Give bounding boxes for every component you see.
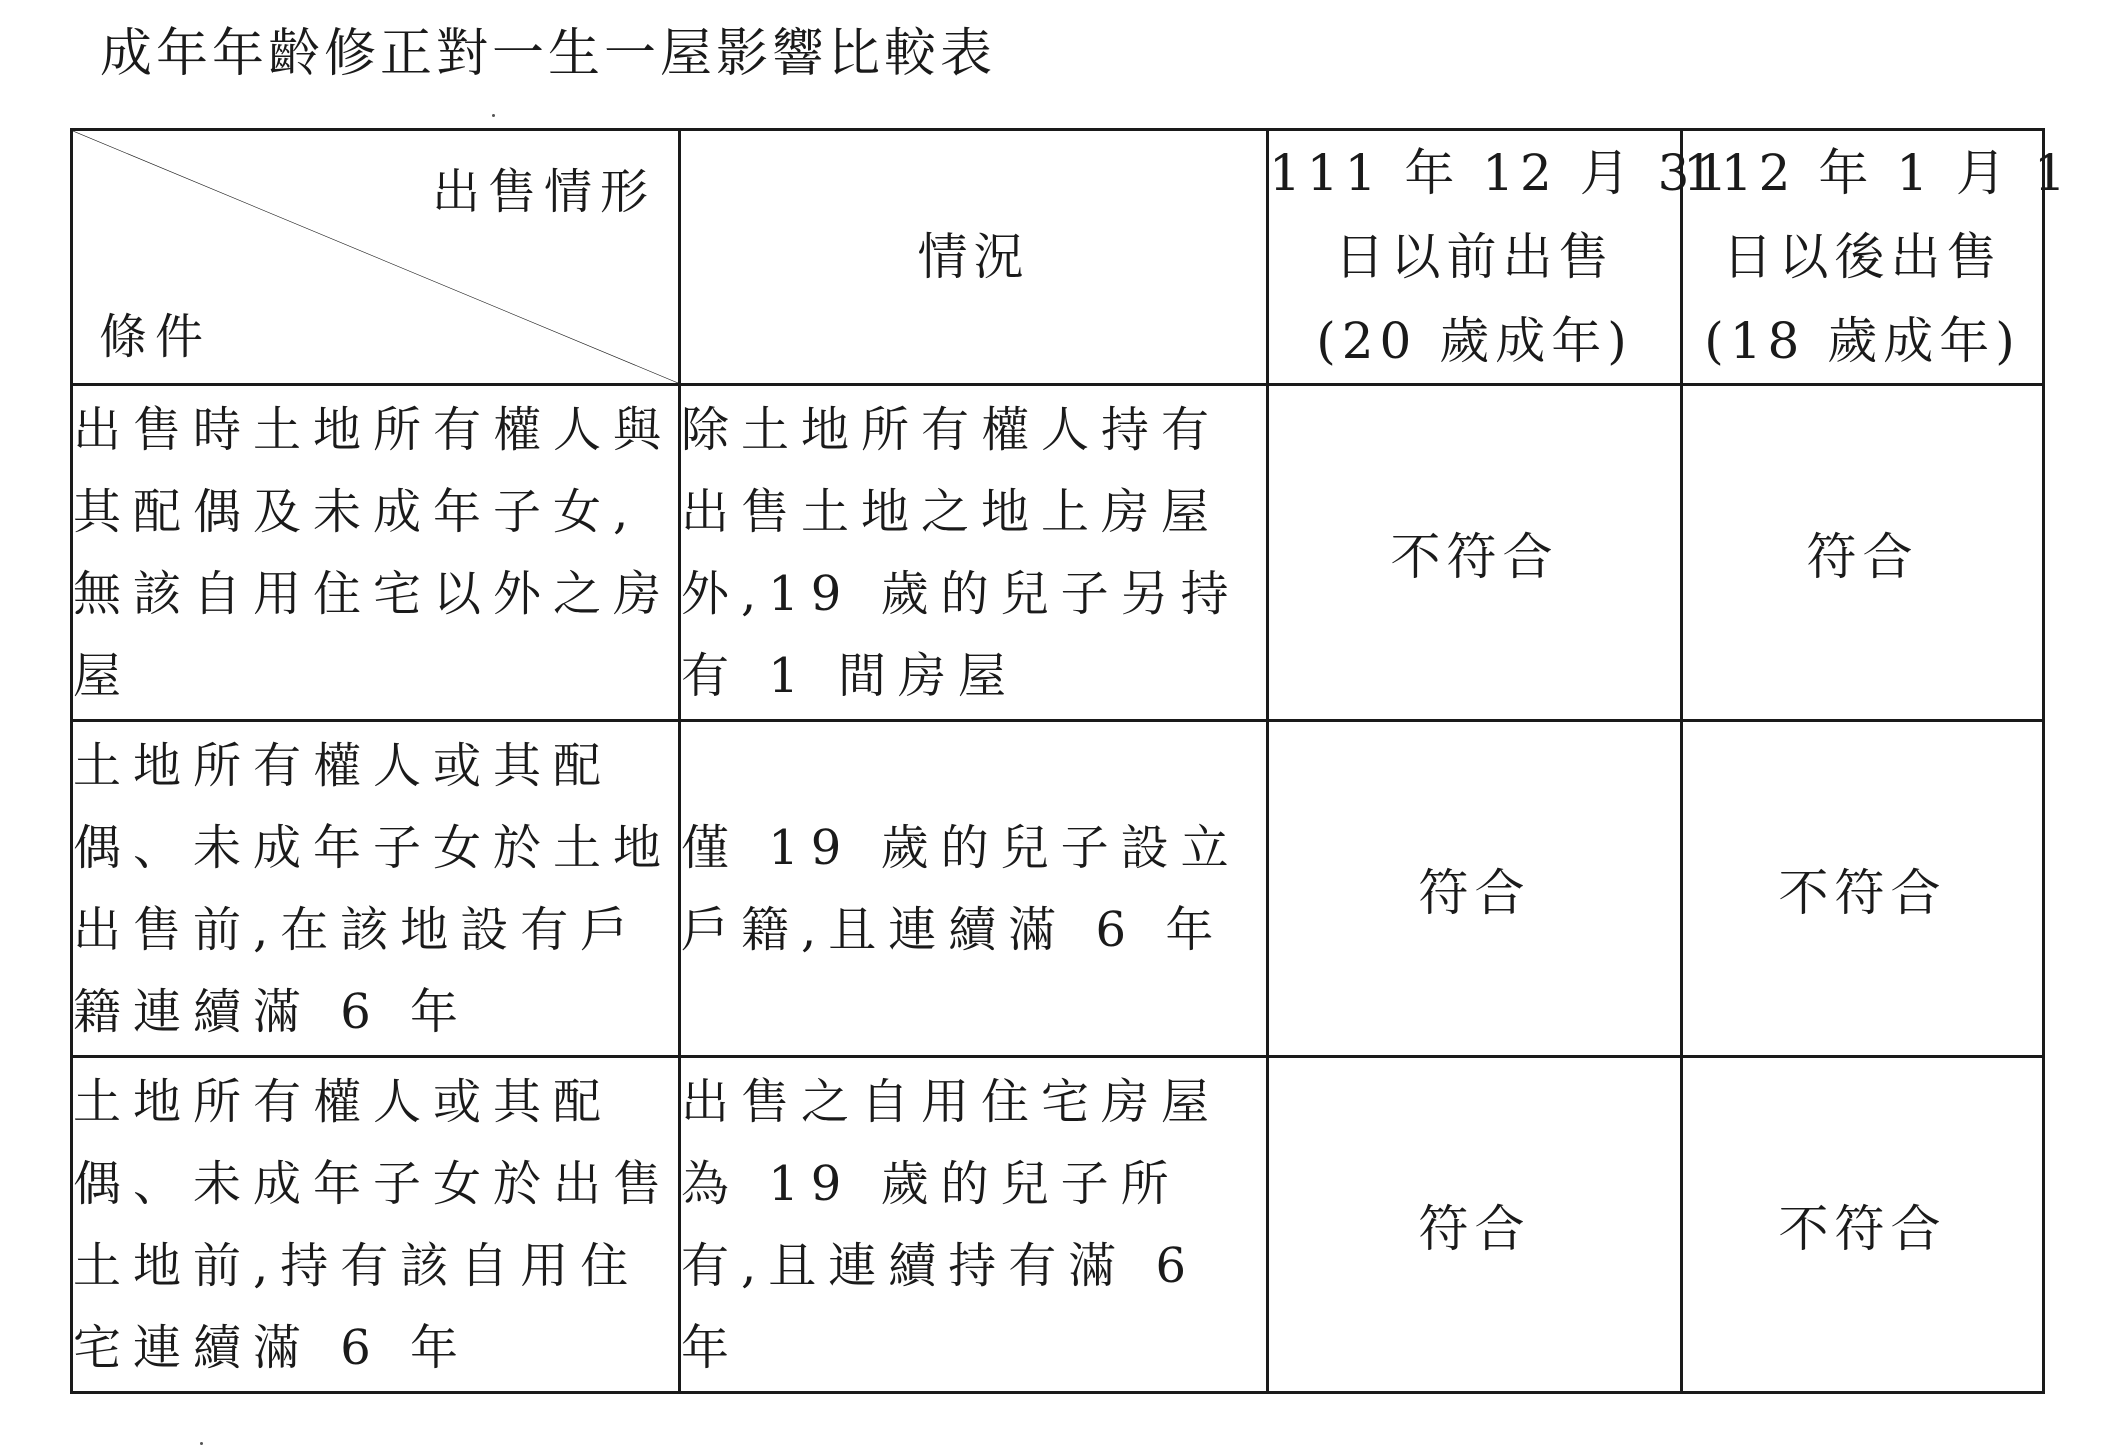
corner-header-cell bbox=[72, 130, 680, 385]
condition-cell: 出售時土地所有權人與其配偶及未成年子女,無該自用住宅以外之房屋 bbox=[72, 385, 680, 721]
situation-cell: 除土地所有權人持有出售土地之地上房屋外,19 歲的兒子另持有 1 間房屋 bbox=[680, 385, 1268, 721]
situation-cell: 僅 19 歲的兒子設立戶籍,且連續滿 6 年 bbox=[680, 721, 1268, 1057]
header-before-line: (20 歲成年) bbox=[1316, 312, 1633, 370]
verdict-after-cell: 符合 bbox=[1682, 385, 2044, 721]
header-situation-label: 情況 bbox=[917, 228, 1030, 286]
corner-label-condition: 條件 bbox=[99, 309, 212, 365]
scan-speck bbox=[492, 114, 495, 117]
verdict-before-cell: 符合 bbox=[1268, 721, 1682, 1057]
table-row bbox=[72, 1057, 2044, 1393]
verdict-before-cell: 不符合 bbox=[1268, 385, 1682, 721]
condition-cell: 土地所有權人或其配偶、未成年子女於土地出售前,在該地設有戶籍連續滿 6 年 bbox=[72, 721, 680, 1057]
header-situation bbox=[680, 130, 1268, 385]
comparison-table bbox=[70, 128, 2072, 1394]
header-before bbox=[1268, 130, 1734, 385]
table-row bbox=[72, 721, 2044, 1057]
verdict-after-cell: 不符合 bbox=[1682, 721, 2044, 1057]
header-before-line: 111 年 12 月 31 bbox=[1269, 144, 1734, 202]
verdict-before-cell: 符合 bbox=[1268, 1057, 1682, 1393]
header-after-line: 112 年 1 月 1 bbox=[1683, 144, 2072, 202]
condition-cell: 土地所有權人或其配偶、未成年子女於出售土地前,持有該自用住宅連續滿 6 年 bbox=[72, 1057, 680, 1393]
header-after bbox=[1682, 130, 2072, 385]
header-before-line: 日以前出售 bbox=[1334, 228, 1615, 286]
situation-cell: 出售之自用住宅房屋為 19 歲的兒子所有,且連續持有滿 6 年 bbox=[680, 1057, 1268, 1393]
scan-speck bbox=[200, 1442, 203, 1445]
header-after-line: 日以後出售 bbox=[1722, 228, 2003, 286]
table-header-row bbox=[72, 130, 2044, 385]
corner-label-sale: 出售情形 bbox=[431, 164, 656, 220]
table-row bbox=[72, 385, 2044, 721]
document-title: 成年年齡修正對一生一屋影響比較表 bbox=[100, 24, 997, 84]
header-after-line: (18 歲成年) bbox=[1704, 312, 2021, 370]
verdict-after-cell: 不符合 bbox=[1682, 1057, 2044, 1393]
